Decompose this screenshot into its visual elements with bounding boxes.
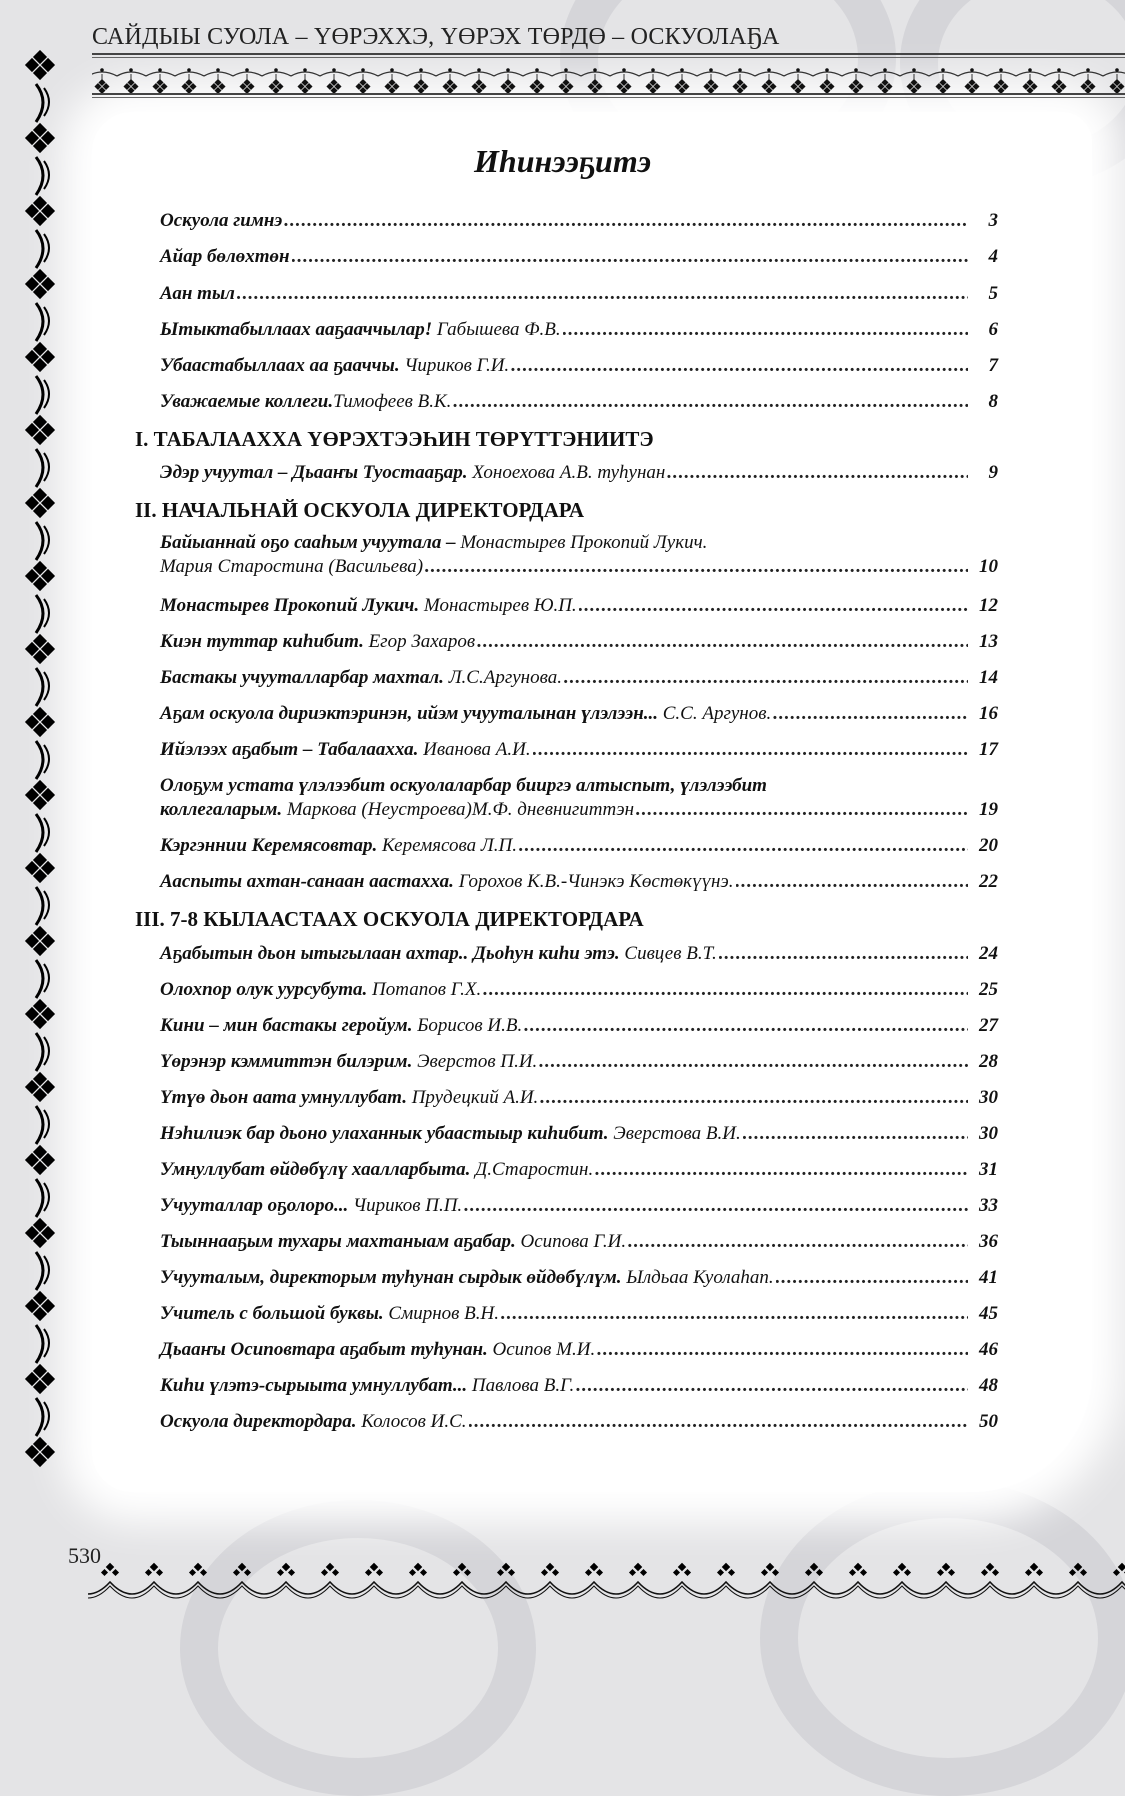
page-ref: 16 xyxy=(979,703,998,724)
entry-title: Үтүө дьон аата умнуллубат. xyxy=(160,1087,407,1108)
leader-dots xyxy=(628,1230,968,1254)
top-ornament-border xyxy=(92,62,1125,96)
page-ref: 41 xyxy=(979,1267,998,1288)
entry-author: Монастырев Ю.П. xyxy=(419,595,577,616)
entry-author: Чириков Г.И. xyxy=(399,355,510,376)
entry-author: Керемясова Л.П. xyxy=(377,835,517,856)
toc-entry[interactable] xyxy=(160,1086,998,1110)
header-rule xyxy=(92,57,1125,58)
page-ref: 36 xyxy=(979,1231,998,1252)
entry-title: Ытыктабыллаах ааҕааччылар! xyxy=(160,319,433,340)
toc-entry[interactable] xyxy=(160,702,998,726)
entry-author: Тимофеев В.К. xyxy=(333,391,452,412)
leader-dots xyxy=(563,318,968,342)
toc-entry[interactable] xyxy=(160,1050,998,1074)
entry-title: Аан тыл xyxy=(160,283,235,304)
page-ref: 19 xyxy=(979,799,998,820)
entry-title: Ааспыты ахтан-санаан аастахха. xyxy=(160,871,454,892)
page-title: Иһинээҕитэ xyxy=(474,143,651,179)
section-heading: II. НАЧАЛЬНАЙ ОСКУОЛА ДИРЕКТОРДАРА xyxy=(135,498,585,522)
left-ornament-border xyxy=(14,50,74,1490)
header-rule xyxy=(92,97,1125,98)
page-ref: 25 xyxy=(979,979,998,1000)
toc-entry[interactable] xyxy=(160,531,998,579)
leader-dots xyxy=(453,390,968,414)
page-ref: 22 xyxy=(979,871,998,892)
toc-entry[interactable] xyxy=(160,666,998,690)
entry-title: Олоҕум устата үлэлээбит оскуолаларбар бииргэ алтыспыт, үлэлээбит xyxy=(160,775,767,796)
page-ref: 12 xyxy=(979,595,998,616)
entry-author: Эверстова В.И. xyxy=(608,1123,741,1144)
page-ref: 31 xyxy=(979,1159,998,1180)
page-ref: 27 xyxy=(979,1015,998,1036)
toc-entry[interactable] xyxy=(160,461,998,485)
entry-title: Оскуола гимнэ xyxy=(160,210,283,231)
entry-title: Үөрэнэр кэммиттэн билэрим. xyxy=(160,1051,413,1072)
toc-entry[interactable] xyxy=(160,1158,998,1182)
leader-dots xyxy=(776,1266,968,1290)
toc-entry[interactable] xyxy=(160,630,998,654)
page-ref: 28 xyxy=(979,1051,998,1072)
background-swirl xyxy=(180,1500,536,1796)
leader-dots xyxy=(540,1086,968,1110)
leader-dots xyxy=(636,798,968,822)
entry-title: Тыыннааҕым тухары махтаныам аҕабар. xyxy=(160,1231,516,1252)
page-ref: 50 xyxy=(979,1411,998,1432)
entry-title: Олохпор олук уурсубута. xyxy=(160,979,368,1000)
entry-author: Иванова А.И. xyxy=(418,739,531,760)
toc-entry[interactable] xyxy=(160,594,998,618)
entry-title: Кэргэннии Керемясовтар. xyxy=(160,835,378,856)
entry-title: Учууталым, директорым туһунан сырдык өйдөбүлүм. xyxy=(160,1267,622,1288)
toc-entry[interactable] xyxy=(160,1410,998,1434)
entry-author: Колосов И.С. xyxy=(356,1411,467,1432)
bottom-ornament-border xyxy=(80,1560,1125,1600)
entry-title: Ийэлээх аҕабыт – Табалаахха. xyxy=(160,739,419,760)
entry-title: Оскуола директордара. xyxy=(160,1411,357,1432)
toc-entry[interactable] xyxy=(160,978,998,1002)
leader-dots xyxy=(284,209,968,233)
toc-entry[interactable] xyxy=(160,282,998,306)
page-ref: 30 xyxy=(979,1123,998,1144)
page-ref: 10 xyxy=(979,556,998,577)
leader-dots xyxy=(736,870,968,894)
leader-dots xyxy=(511,354,968,378)
toc-entry[interactable] xyxy=(160,942,998,966)
toc-entry[interactable] xyxy=(160,1014,998,1038)
entry-author: Осипова Г.И. xyxy=(515,1231,627,1252)
entry-title: Дьааҥы Осиповтара аҕабыт туһунан. xyxy=(160,1339,488,1360)
leader-dots xyxy=(464,1194,968,1218)
entry-author: С.С. Аргунов. xyxy=(658,703,772,724)
toc-entry[interactable] xyxy=(160,834,998,858)
page-number: 530 xyxy=(68,1543,101,1568)
leader-dots xyxy=(579,594,968,618)
entry-title: Убаастабыллаах аа ҕааччы. xyxy=(160,355,400,376)
toc-entry[interactable] xyxy=(160,1338,998,1362)
entry-author: Павлова В.Г. xyxy=(467,1375,575,1396)
entry-author: Д.Старостин. xyxy=(470,1159,594,1180)
entry-title: Аҕабытын дьон ытыгылаан ахтар.. Дьоһун киһи этэ. xyxy=(160,943,620,964)
toc-entry[interactable] xyxy=(160,1374,998,1398)
leader-dots xyxy=(477,630,968,654)
leader-dots xyxy=(773,702,968,726)
running-head: САЙДЫЫ СУОЛА – ҮӨРЭХХЭ, ҮӨРЭХ ТӨРДӨ – ОСКУОЛАҔА xyxy=(92,24,780,50)
toc-entry[interactable] xyxy=(160,245,998,269)
page-ref: 46 xyxy=(979,1339,998,1360)
section-heading: I. ТАБАЛААХХА ҮӨРЭХТЭЭҺИН ТӨРҮТТЭНИИТЭ xyxy=(135,427,654,451)
entry-author: Ылдьаа Куолаһап. xyxy=(621,1267,774,1288)
leader-dots xyxy=(667,461,968,485)
entry-title-line2: коллегаларым. xyxy=(160,799,283,820)
entry-author: Сивцев В.Т. xyxy=(619,943,717,964)
leader-dots xyxy=(719,942,968,966)
leader-dots xyxy=(533,738,968,762)
entry-author: Эверстов П.И. xyxy=(412,1051,538,1072)
toc-entry[interactable] xyxy=(160,1266,998,1290)
toc-entry[interactable] xyxy=(160,1302,998,1326)
toc-entry[interactable] xyxy=(160,354,998,378)
page-ref: 3 xyxy=(988,210,998,231)
leader-dots xyxy=(539,1050,968,1074)
entry-title: Киһи үлэтэ-сырыыта умнуллубат... xyxy=(160,1375,468,1396)
entry-title: Киэн туттар киһибит. xyxy=(160,631,364,652)
page-ref: 13 xyxy=(979,631,998,652)
entry-title: Эдэр учуутал – Дьааҥы Туостааҕар. xyxy=(160,462,468,483)
page-ref: 33 xyxy=(979,1195,998,1216)
entry-author-line2: Мария Старостина (Васильева) xyxy=(160,556,424,577)
entry-author: Маркова (Неустроева)М.Ф. дневнигиттэн xyxy=(282,799,635,820)
entry-author: Смирнов В.Н. xyxy=(383,1303,499,1324)
leader-dots xyxy=(425,555,968,579)
leader-dots xyxy=(597,1338,968,1362)
toc-entry[interactable] xyxy=(160,318,998,342)
entry-title: Аҕам оскуола дириэктэринэн, ийэм учууталынан үлэлээн... xyxy=(160,703,658,724)
page-ref: 17 xyxy=(979,739,998,760)
entry-title: Монастырев Прокопий Лукич. xyxy=(160,595,420,616)
leader-dots xyxy=(519,834,968,858)
page-ref: 6 xyxy=(988,319,998,340)
entry-author: Прудецкий А.И. xyxy=(406,1087,539,1108)
page-ref: 14 xyxy=(979,667,998,688)
page-ref: 48 xyxy=(979,1375,998,1396)
leader-dots xyxy=(237,282,968,306)
page-ref: 4 xyxy=(988,246,998,267)
toc-entry[interactable] xyxy=(160,209,998,233)
page-ref: 45 xyxy=(979,1303,998,1324)
page-ref: 20 xyxy=(979,835,998,856)
entry-author: Егор Захаров xyxy=(363,631,476,652)
background-swirl xyxy=(760,1480,1125,1796)
leader-dots xyxy=(595,1158,968,1182)
entry-author: Чириков П.П. xyxy=(348,1195,463,1216)
entry-title: Байыаннай оҕо сааһым учуутала – xyxy=(160,532,456,553)
entry-title: Кини – мин бастакы геройум. xyxy=(160,1015,413,1036)
toc-entry[interactable] xyxy=(160,390,998,414)
entry-author: Хоноехова А.В. туһунан xyxy=(467,462,666,483)
entry-title: Уважаемые коллеги. xyxy=(160,391,334,412)
entry-author: Потапов Г.Х. xyxy=(367,979,482,1000)
leader-dots xyxy=(564,666,968,690)
entry-author: Л.С.Аргунова. xyxy=(443,667,562,688)
entry-title: Нэһилиэк бар дьоно улаханнык убаастыыр киһибит. xyxy=(160,1123,609,1144)
leader-dots xyxy=(743,1122,968,1146)
page-ref: 5 xyxy=(988,283,998,304)
entry-title: Учууталлар оҕолоро... xyxy=(160,1195,349,1216)
toc-entry[interactable] xyxy=(160,738,998,762)
entry-author: Горохов К.В.-Чинэкэ Көстөкүүнэ. xyxy=(453,871,734,892)
page-ref: 30 xyxy=(979,1087,998,1108)
entry-title: Айар бөлөхтөн xyxy=(160,246,290,267)
leader-dots xyxy=(524,1014,968,1038)
entry-author: Осипов М.И. xyxy=(487,1339,596,1360)
entry-title: Бастакы учууталларбар махтал. xyxy=(160,667,444,688)
entry-title: Умнуллубат өйдөбүлү хаалларбыта. xyxy=(160,1159,471,1180)
toc-entry[interactable] xyxy=(160,774,998,822)
section-heading: III. 7-8 КЫЛААСТААХ ОСКУОЛА ДИРЕКТОРДАРА xyxy=(135,907,644,931)
entry-author: Борисов И.В. xyxy=(412,1015,523,1036)
entry-title: Учитель с большой буквы. xyxy=(160,1303,384,1324)
toc-entry[interactable] xyxy=(160,870,998,894)
toc-entry[interactable] xyxy=(160,1230,998,1254)
leader-dots xyxy=(469,1410,968,1434)
toc-entry[interactable] xyxy=(160,1122,998,1146)
leader-dots xyxy=(292,245,968,269)
page-ref: 24 xyxy=(979,943,998,964)
leader-dots xyxy=(483,978,968,1002)
entry-author: Габышева Ф.В. xyxy=(432,319,561,340)
header-rule xyxy=(92,93,1125,95)
leader-dots xyxy=(501,1302,968,1326)
page-ref: 9 xyxy=(988,462,998,483)
entry-author: Монастырев Прокопий Лукич. xyxy=(455,532,708,553)
toc-entry[interactable] xyxy=(160,1194,998,1218)
page-ref: 7 xyxy=(988,355,998,376)
page-ref: 8 xyxy=(988,391,998,412)
leader-dots xyxy=(576,1374,968,1398)
header-rule xyxy=(92,53,1125,55)
